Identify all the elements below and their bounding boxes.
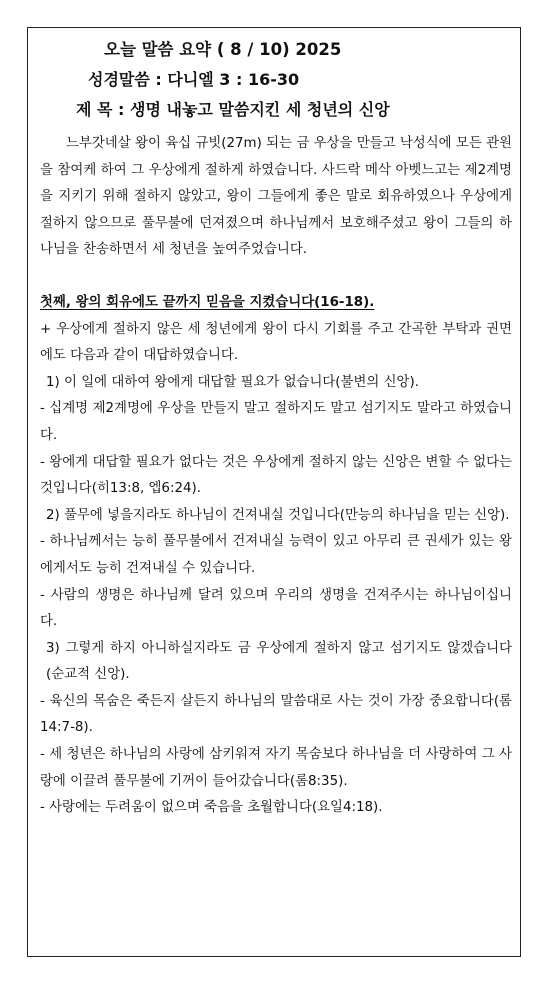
section-line: + 우상에게 절하지 않은 세 청년에게 왕이 다시 기회를 주고 간곡한 부탁과 권면에도 다음과 같이 대답하였습니다. bbox=[40, 321, 512, 364]
point-heading: 1) 이 일에 대하여 왕에게 대답할 필요가 없습니다(불변의 신앙). bbox=[46, 374, 419, 390]
summary-title: 오늘 말씀 요약 ( 8 / 10) 2025 bbox=[104, 40, 342, 59]
section-line: - 사랑에는 두려움이 없으며 죽음을 초월합니다(요일4:18). bbox=[40, 800, 383, 816]
section-line: - 사람의 생명은 하나님께 달려 있으며 우리의 생명을 건져주시는 하나님이십니다. bbox=[40, 587, 512, 630]
sermon-title: 제 목 : 생명 내놓고 말씀지킨 세 청년의 신앙 bbox=[76, 100, 390, 119]
section-line: - 십계명 제2계명에 우상을 만들지 말고 절하지도 말고 섬기지도 말라고 하였습니다. bbox=[40, 401, 512, 443]
section-heading: 첫째, 왕의 회유에도 끝까지 믿음을 지켰습니다(16-18). bbox=[40, 294, 375, 310]
section-line: - 육신의 목숨은 죽든지 살든지 하나님의 말씀대로 사는 것이 가장 중요합니다(롬14:7-8). bbox=[40, 693, 512, 736]
paragraph-gap bbox=[40, 264, 512, 290]
section-line: - 세 청년은 하나님의 사랑에 삼키워져 자기 목숨보다 하나님을 더 사랑하여 그 사랑에 이끌려 풀무불에 기꺼이 들어갔습니다(롬8:35). bbox=[40, 747, 512, 789]
point-heading: 3) 그렇게 하지 아니하실지라도 금 우상에게 절하지 않고 섬기지도 않겠습니다(순교적 신앙). bbox=[46, 640, 512, 683]
section-line: - 하나님께서는 능히 풀무불에서 건져내실 능력이 있고 아무리 큰 권세가 있는 왕에게서도 능히 건져내실 수 있습니다. bbox=[40, 534, 512, 576]
sermon-body bbox=[40, 131, 512, 822]
scripture-reference: 성경말씀 : 다니엘 3 : 16-30 bbox=[88, 70, 300, 89]
section-line: - 왕에게 대답할 필요가 없다는 것은 우상에게 절하지 않는 신앙은 변할 수 없다는 것입니다(히13:8, 엡6:24). bbox=[40, 454, 512, 497]
intro-paragraph: 느부갓네살 왕이 육십 규빗(27m) 되는 금 우상을 만들고 낙성식에 모든 관원을 참여케 하여 그 우상에게 절하게 하였습니다. 사드락 메삭 아벳느고는 제2계명을 지키기 위해 절하지 않았고, 왕이 그들에게 좋은 말로 회유하였으나 우상에게 절하지 않으므로 풀무불에 던져졌으며 하나님께서 보호해주셨고 왕이 그들의 하나님을 찬송하면서 세 청년을 높여주었습니다. bbox=[40, 136, 512, 258]
point-heading: 2) 풀무에 넣을지라도 하나님이 건져내실 것입니다(만능의 하나님을 믿는 신앙). bbox=[46, 507, 510, 523]
